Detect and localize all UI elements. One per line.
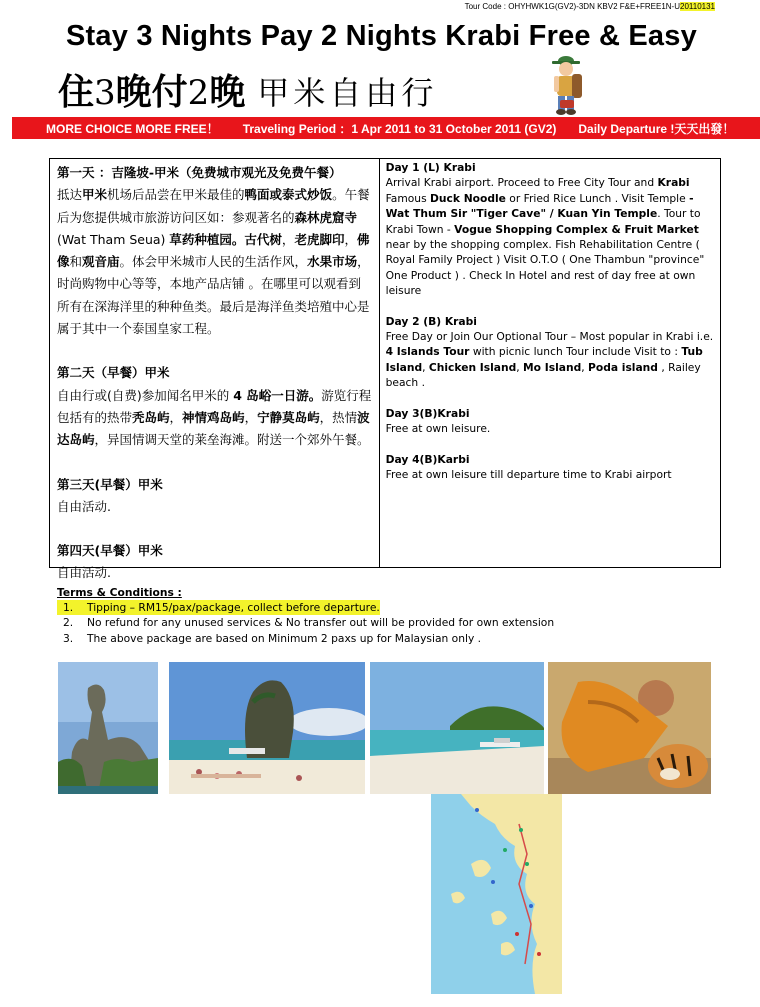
title-cn-part: 晚付 — [115, 71, 188, 113]
day4-body-cn: 自由活动. — [57, 565, 111, 581]
tour-code-date: 20110131 — [680, 2, 715, 11]
bold-text-run: Tub Island — [385, 345, 703, 374]
text-run: or Fried Rice Lunch . Visit Temple — [505, 191, 690, 205]
monk-tiger-photo — [548, 662, 711, 794]
day3-body-en: Free at own leisure. — [385, 422, 491, 436]
text-run: with picnic lunch Tour include Visit to : — [469, 345, 682, 359]
text-run: Free Day or Join Our Optional Tour – Most popular in Krabi i.e. — [385, 330, 714, 344]
bold-text-run: 波达岛屿 — [57, 409, 370, 448]
title-cn-subtitle: 甲米自由行 — [257, 74, 438, 112]
bold-text-run: 秃岛屿 — [132, 409, 170, 425]
bold-text-run: 甲米 — [82, 187, 108, 203]
bold-text-run: - Wat Thum Sir "Tiger Cave" / Kuan Yin Temple — [385, 191, 694, 221]
text-run: 机场后品尝在甲米最佳的 — [107, 187, 245, 203]
day1-title-en: Day 1 (L) Krabi — [385, 161, 476, 174]
tour-code-prefix: Tour Code : OHYHWK1G(GV2)-3DN KBV2 F&E+FREE1N-U — [464, 2, 680, 11]
bold-text-run: Krabi — [657, 176, 690, 190]
text-run: ，热情 — [319, 409, 358, 425]
limestone-rock-photo — [58, 662, 158, 794]
bold-text-run: Vogue Shopping Complex & Fruit Market — [454, 222, 699, 236]
terms-item-text: No refund for any unused services & No transfer out will be provided for own extension — [87, 616, 555, 630]
terms-item — [57, 631, 717, 646]
day1-title-cn: 第一天 ：吉隆坡-甲米（免费城市观光及免费午餐） — [57, 165, 342, 180]
day2-title-en: Day 2 (B) Krabi — [385, 314, 477, 328]
text-run: . Tour to Krabi Town - — [385, 207, 701, 236]
text-run: ， — [244, 409, 258, 425]
bold-text-run: Duck Noodle — [430, 191, 506, 205]
bold-text-run: 神情鸡岛屿 — [182, 409, 245, 425]
terms-title: Terms & Conditions : — [57, 586, 182, 599]
day3-body-cn: 自由活动. — [57, 498, 111, 514]
itinerary-chinese-column — [50, 159, 380, 581]
text-run: Arrival Krabi airport. Proceed to Free City Tour and — [385, 176, 658, 190]
terms-item-number: 3. — [63, 631, 74, 645]
day2-title-cn: 第二天（早餐）甲米 — [57, 365, 170, 381]
more-choice-text: MORE CHOICE MORE FREE！ — [46, 121, 219, 136]
backpacker-mascot-icon — [546, 52, 586, 118]
text-run: ， — [169, 409, 183, 425]
bold-text-run: 4 Islands Tour — [385, 345, 470, 359]
terms-list — [57, 600, 717, 646]
itinerary-english-column — [380, 159, 720, 567]
text-run: 游览行程包括有的热带 — [57, 387, 372, 425]
tour-code — [465, 2, 715, 11]
text-run: (Wat Tham Seua) — [57, 231, 170, 247]
text-run: , — [422, 360, 429, 374]
day4-title-cn: 第四天(早餐）甲米 — [57, 543, 163, 559]
bold-text-run: 水果市场 — [307, 254, 358, 270]
text-run: , Railey beach . — [385, 360, 701, 390]
text-run: ， — [344, 231, 357, 247]
bold-text-run: Chicken Island — [428, 360, 517, 374]
island-beach-photo — [370, 662, 544, 794]
bold-text-run: Mo Island — [523, 360, 582, 374]
page-title-cn — [58, 64, 437, 115]
title-cn-part: 住 — [58, 71, 95, 113]
day4-title-en: Day 4(B)Karbi — [385, 452, 470, 466]
bold-text-run: 观音庙 — [82, 254, 120, 270]
terms-item-text: Tipping – RM15/pax/package, collect before departure. — [87, 601, 380, 615]
day3-title-en: Day 3(B)Krabi — [385, 406, 470, 420]
terms-item-text: The above package are based on Minimum 2 paxs up for Malaysian only . — [87, 631, 482, 645]
text-run: ，异国情调天堂的莱垒海滩。附送一个郊外午餐。 — [94, 432, 370, 448]
day2-body-cn — [57, 385, 373, 452]
title-cn-part: 晚 — [209, 71, 246, 113]
text-run: Famous — [385, 191, 431, 205]
text-run: ，时尚购物中心等等，本地产品店铺 。在哪里可以观看到所有在深海洋里的种种鱼类。最后是海洋鱼类培殖中心是属于其中一个泰国皇家工程。 — [57, 254, 370, 337]
bold-text-run: 鸭面或泰式炒饭 — [244, 187, 333, 203]
terms-item — [57, 615, 717, 630]
bold-text-run: 4 岛峪一日游。 — [233, 387, 322, 403]
text-run: ， — [281, 231, 295, 247]
terms-item-number: 2. — [63, 616, 74, 630]
bold-text-run: Poda island — [588, 360, 658, 374]
page-title-en: Stay 3 Nights Pay 2 Nights Krabi Free & Easy — [66, 20, 697, 52]
text-run: 自由行或(自费)参加闻名甲米的 — [57, 387, 234, 403]
itinerary-table — [49, 158, 721, 581]
title-cn-number: 2 — [187, 73, 210, 113]
day1-body-en — [386, 175, 715, 298]
day2-body-en — [386, 329, 715, 391]
bold-text-run: 宁静莫岛屿 — [257, 409, 320, 425]
text-run: near by the shopping complex. Fish Rehabilitation Centre ( Royal Family Project ) Visit O.T.O ( One Thambun "province" One Product ) . Check In Hotel and rest of day free at own leisure — [385, 238, 705, 298]
daily-departure-text: Daily Departure !天天出發！ — [578, 121, 735, 136]
bold-text-run: 森林虎窟寺 — [294, 209, 358, 225]
day4-body-en: Free at own leisure till departure time to Krabi airport — [385, 467, 672, 481]
terms-item-number: 1. — [57, 600, 87, 615]
text-run: 。体会甲米城市人民的生活作风， — [119, 254, 308, 270]
text-run: , — [581, 360, 589, 374]
krabi-map — [431, 794, 562, 994]
bold-text-run: 草药种植园。古代树 — [169, 231, 282, 247]
beach-rock-photo — [169, 662, 365, 794]
red-info-band — [12, 117, 760, 139]
traveling-period-text: Traveling Period ：1 Apr 2011 to 31 October 2011 (GV2) — [242, 121, 557, 136]
text-run: , — [516, 360, 524, 374]
bold-text-run: 佛像 — [57, 231, 370, 270]
text-run: 和 — [69, 254, 83, 270]
bold-text-run: 老虎脚印 — [294, 231, 345, 247]
terms-and-conditions — [57, 585, 717, 646]
terms-item — [57, 600, 717, 615]
text-run: 抵达 — [57, 187, 83, 203]
day1-body-cn — [57, 184, 373, 340]
title-cn-number: 3 — [94, 73, 116, 113]
day3-title-cn: 第三天(早餐）甲米 — [57, 476, 163, 492]
text-run: 。午餐后为您提供城市旅游访问区如：参观著名的 — [57, 187, 370, 225]
